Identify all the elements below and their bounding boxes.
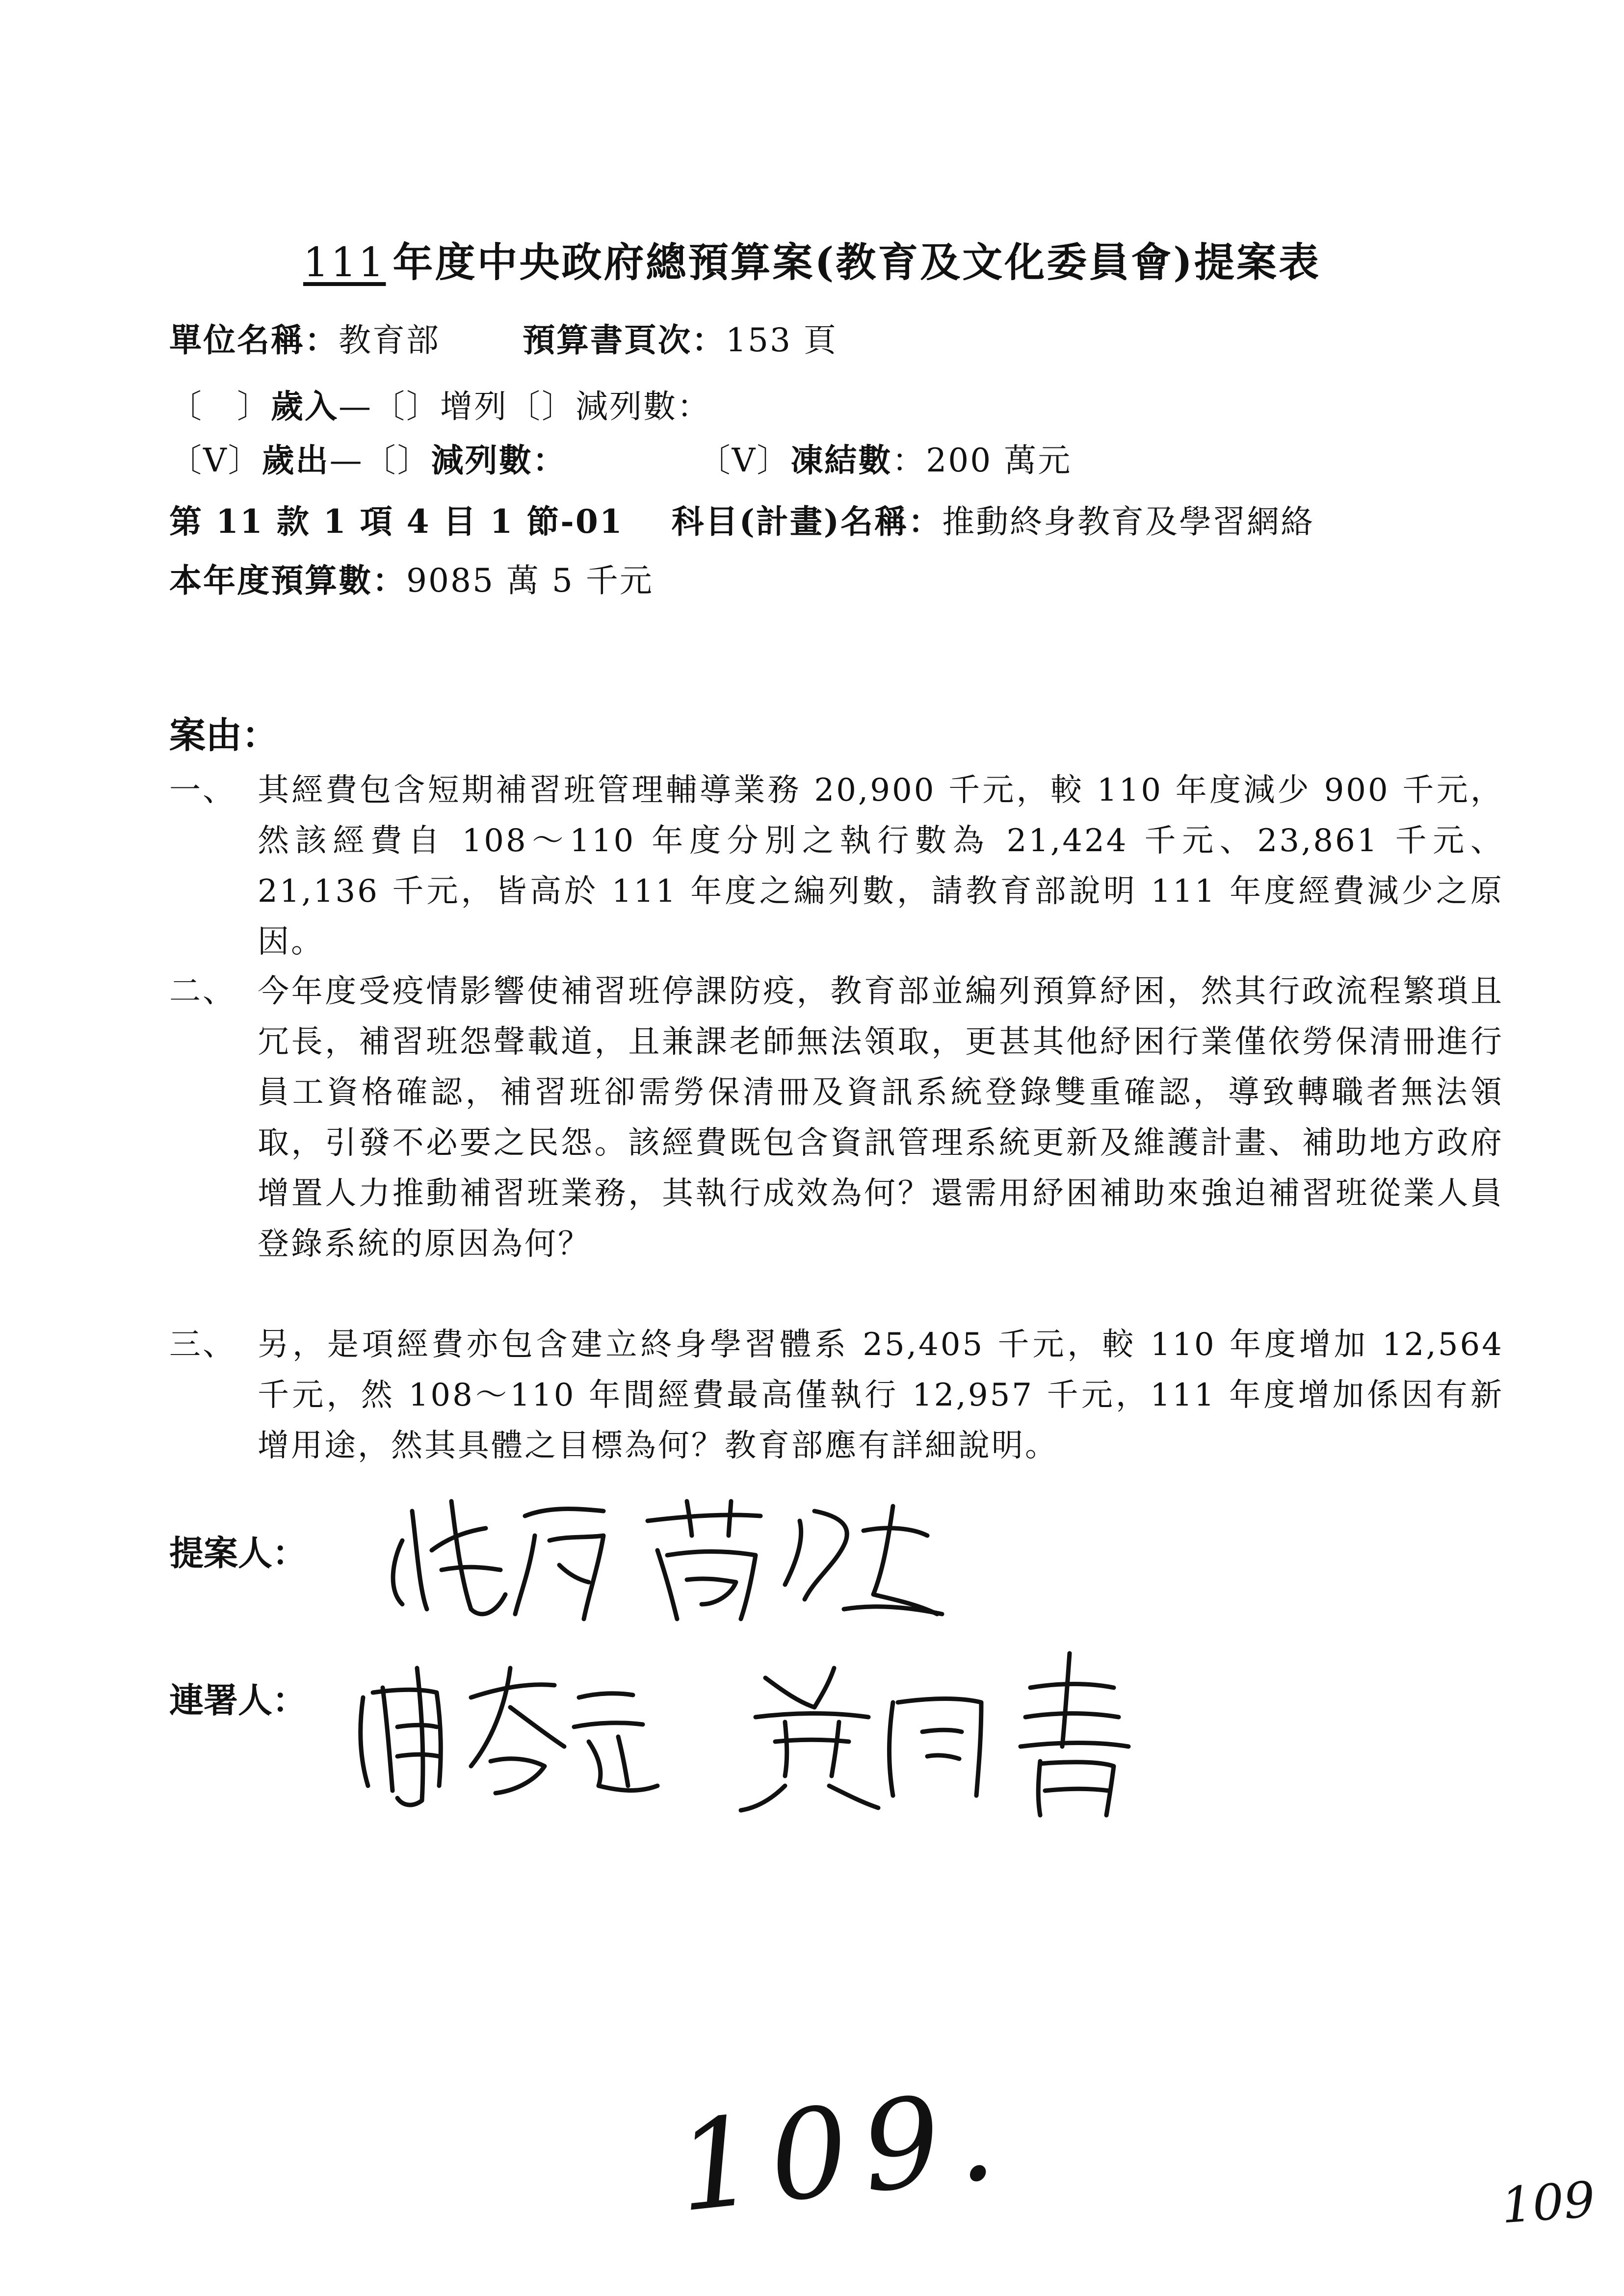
proposer-label: 提案人： — [169, 1533, 307, 1573]
reason-item-mark: 三、 — [169, 1327, 236, 1363]
revenue-line — [169, 380, 711, 427]
expense-label: 歲出 — [262, 441, 330, 479]
subject-code: 第 11 款 1 項 4 目 1 節-01 — [169, 502, 624, 541]
revenue-increase-label: 增列 — [440, 388, 508, 425]
revenue-dash: — — [339, 388, 372, 425]
reason-heading: 案由： — [169, 714, 278, 757]
budget-value: 9085 萬 5 千元 — [406, 562, 654, 600]
corner-page-number: 109 — [1499, 2170, 1597, 2235]
revenue-decrease-checkbox: 〔〕 — [508, 388, 576, 425]
subject-line — [169, 496, 1314, 542]
page-label: 預算書頁次： — [522, 321, 726, 359]
cosigner-signature — [343, 1639, 1138, 1825]
reason-item-text: 另，是項經費亦包含建立終身學習體系 25,405 千元，較 110 年度增加 12,564 千元，然 108～110 年間經費最高僅執行 12,957 千元，111 年度增加係因有新增用途，然其具體之目標為何？教育部應有詳細說明。 — [258, 1327, 1504, 1464]
title-year: 111 — [303, 239, 386, 286]
expense-checkbox: 〔V〕 — [169, 442, 262, 479]
reason-item-text: 今年度受疫情影響使補習班停課防疫，教育部並編列預算紓困，然其行政流程繁瑣且冗長，補習班怨聲載道，且兼課老師無法領取，更甚其他紓困行業僅依勞保清冊進行員工資格確認，補習班卻需勞保清冊及資訊系統登錄雙重確認，導致轉職者無法領取，引發不必要之民怨。該經費既包含資訊管理系統更新及維護計畫、補助地方政府增置人力推動補習班業務，其執行成效為何？還需用紓困補助來強迫補習班從業人員登錄系統的原因為何？ — [258, 973, 1504, 1262]
page-value: 153 頁 — [725, 321, 838, 359]
cosigner-label: 連署人： — [169, 1680, 307, 1721]
freeze-label: 凍結數 — [790, 441, 892, 479]
handwritten-page-number: 109. — [670, 2062, 1016, 2240]
subject-value: 推動終身教育及學習網絡 — [942, 503, 1315, 541]
freeze-value: ：200 萬元 — [892, 442, 1072, 479]
unit-label: 單位名稱： — [169, 321, 339, 359]
proposer-signature — [373, 1482, 991, 1639]
revenue-decrease-label: 減列數： — [576, 388, 711, 425]
budget-label: 本年度預算數： — [169, 561, 406, 600]
freeze-checkbox: 〔V〕 — [698, 442, 791, 479]
expense-decrease-checkbox: 〔〕 — [363, 442, 431, 479]
reason-item-text: 其經費包含短期補習班管理輔導業務 20,900 千元，較 110 年度減少 900 千元，然該經費自 108～110 年度分別之執行數為 21,424 千元、23,861 千元、21,136 千元，皆高於 111 年度之編列數，請教育部說明 111 年度經費減少之原因。 — [258, 772, 1504, 960]
reason-item-mark: 二、 — [169, 973, 236, 1010]
revenue-label: 歲入 — [271, 387, 339, 425]
reason-item-1 — [169, 765, 1504, 967]
expense-decrease-label: 減列數： — [431, 441, 567, 479]
subject-label: 科目(計畫)名稱： — [671, 502, 943, 541]
expense-line — [169, 434, 1072, 481]
page-title — [0, 231, 1624, 288]
expense-dash: — — [329, 442, 364, 479]
unit-value: 教育部 — [339, 321, 440, 359]
reason-item-2 — [169, 966, 1504, 1270]
revenue-increase-checkbox: 〔〕 — [372, 388, 440, 425]
unit-line — [169, 314, 838, 361]
revenue-checkbox: 〔 〕 — [169, 388, 271, 425]
reason-item-mark: 一、 — [169, 772, 236, 809]
reason-item-3 — [169, 1320, 1504, 1471]
title-text: 年度中央政府總預算案(教育及文化委員會)提案表 — [393, 239, 1321, 286]
budget-line — [169, 554, 654, 601]
